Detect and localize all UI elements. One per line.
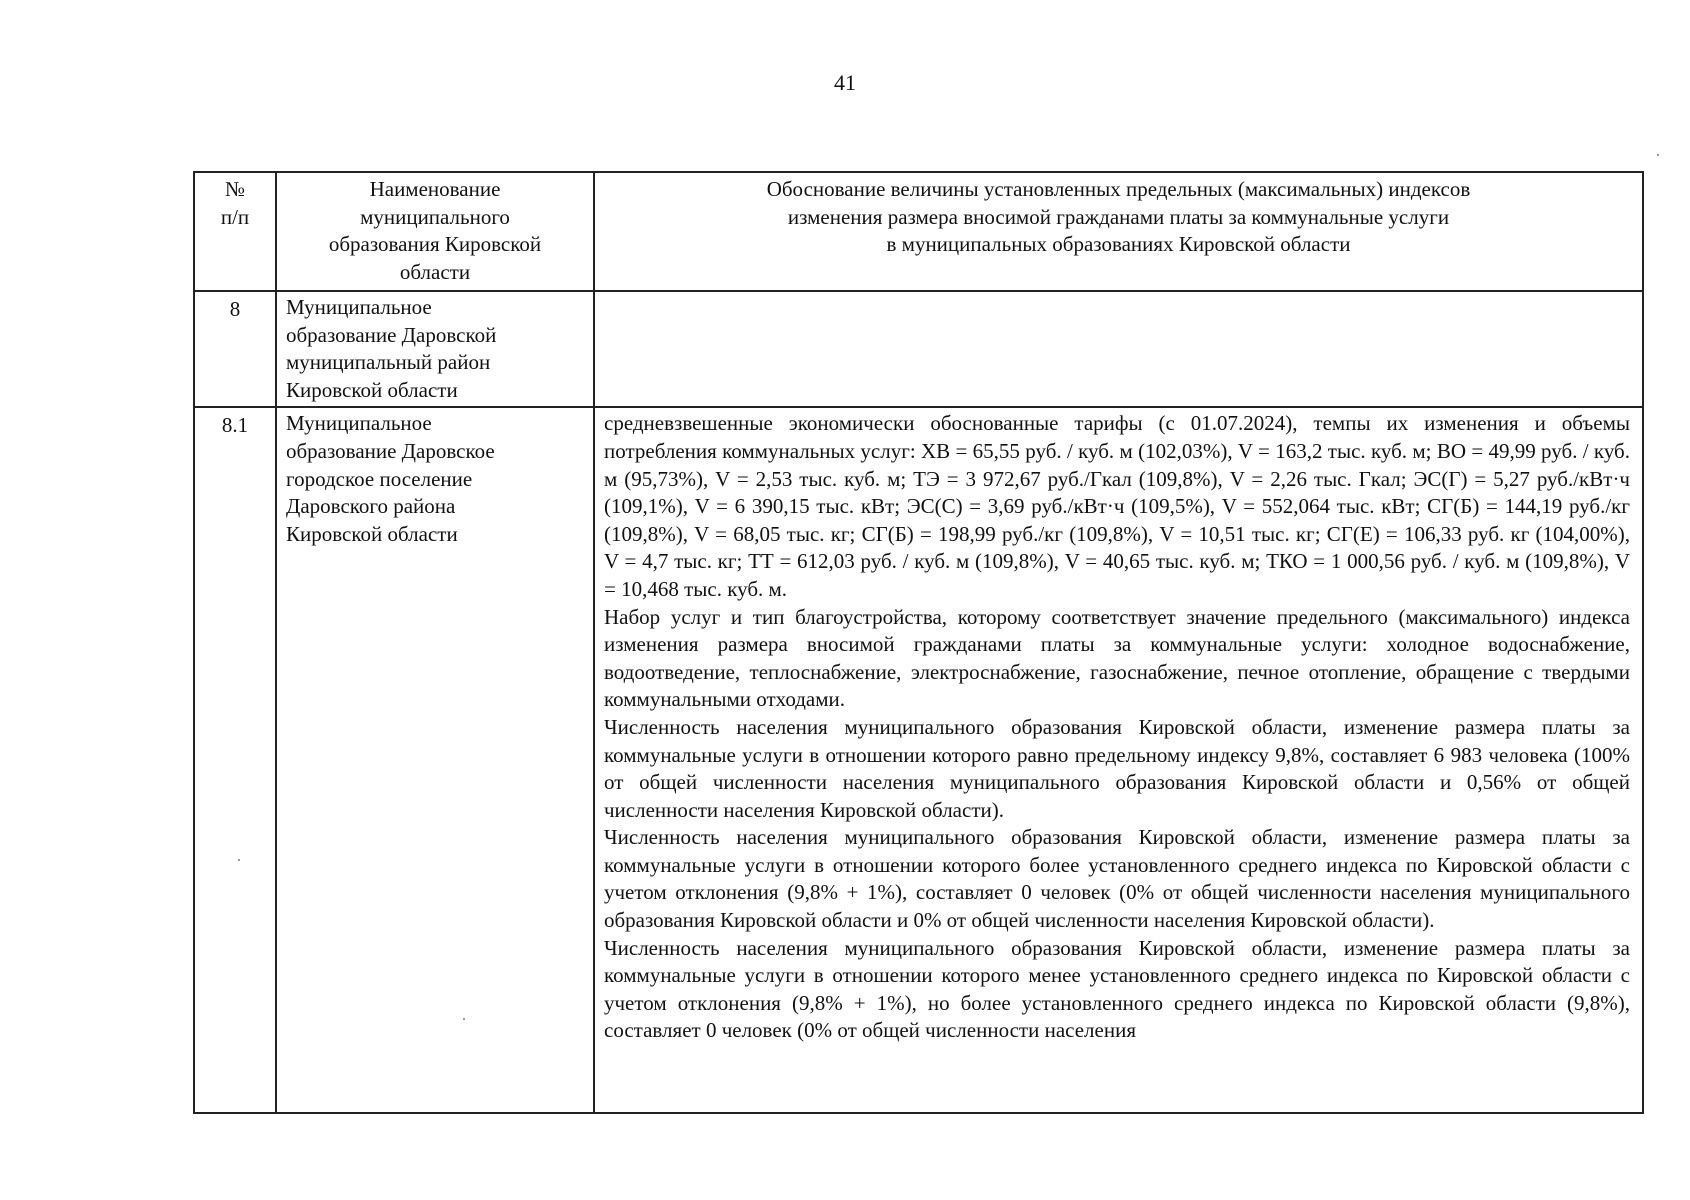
header-basis-cell <box>594 172 1643 291</box>
municipality-name-line: образование Даровской <box>286 322 497 347</box>
municipality-name-line: Кировской области <box>286 521 458 546</box>
population-above-index-paragraph: Численность населения муниципального образования Кировской области, изменение размера платы за коммунальные услуги в отношении которого более установленного среднего индекса по Кировской области с учетом отклонения (9,8% + 1%), составляет 0 человек (0% от общей численности населения муниципального образования Кировской области и 0% от общей численности населения Кировской области). <box>604 825 1630 933</box>
page-number: 41 <box>834 70 856 95</box>
municipality-name-line: Муниципальное <box>286 295 432 319</box>
municipality-name-line: городское поселение <box>286 466 473 491</box>
municipality-name-line: Муниципальное <box>286 411 432 436</box>
header-number-abbr: п/п <box>220 204 250 229</box>
scan-speck <box>238 859 240 861</box>
municipality-name-line: Кировской области <box>286 377 458 402</box>
population-equal-index-paragraph: Численность населения муниципального образования Кировской области, изменение размера платы за коммунальные услуги в отношении которого равно предельному индексу 9,8%, составляет 6 983 человека (100% от общей численности населения муниципального образования Кировской области и 0,56% от общей численности населения Кировской области). <box>604 714 1630 822</box>
row-number-cell: 8 <box>194 291 276 407</box>
header-basis-line: в муниципальных образованиях Кировской области <box>886 232 1351 257</box>
scan-speck <box>1657 154 1659 156</box>
municipality-name-line: Даровского района <box>286 494 456 519</box>
table-row <box>194 291 1643 407</box>
header-name-cell <box>276 172 594 291</box>
row-number-cell: 8.1 <box>194 407 276 1113</box>
header-name-line: муниципального <box>360 204 510 229</box>
header-name-line: образования Кировской <box>328 232 542 257</box>
population-between-index-paragraph: Численность населения муниципального образования Кировской области, изменение размера платы за коммунальные услуги в отношении которого менее установленного среднего индекса по Кировской области с учетом отклонения (9,8% + 1%), но более установленного среднего индекса по Кировской области (9,8%), составляет 0 человек (0% от общей численности населения <box>604 935 1630 1043</box>
basis-text-cell <box>594 407 1643 1113</box>
header-name-line: области <box>399 259 471 284</box>
header-basis-line: изменения размера вносимой гражданами платы за коммунальные услуги <box>787 204 1450 229</box>
municipality-name-line: муниципальный район <box>286 350 491 375</box>
basis-cell-empty <box>594 291 1643 407</box>
header-name-line: Наименование <box>369 177 501 201</box>
header-basis-line: Обоснование величины установленных предельных (максимальных) индексов <box>766 177 1471 201</box>
table-header-row <box>194 172 1643 291</box>
municipality-name-cell <box>276 291 594 407</box>
scan-speck <box>463 1018 465 1020</box>
table-row <box>194 407 1643 1113</box>
municipality-name-cell <box>276 407 594 1113</box>
municipality-name-line: образование Даровское <box>286 438 495 463</box>
tariff-index-table <box>193 171 1644 1114</box>
tariffs-paragraph: средневзвешенные экономически обоснованные тарифы (с 01.07.2024), темпы их изменения и объемы потребления коммунальных услуг: ХВ = 65,55 руб. / куб. м (102,03%), V = 163,2 тыс. куб. м; ВО = 49,99 руб. / куб. м (95,73%), V = 2,53 тыс. куб. м; ТЭ = 3 972,67 руб./Гкал (109,8%), V = 2,26 тыс. Гкал; ЭС(Г) = 5,27 руб./кВт·ч (109,1%), V = 6 390,15 тыс. кВт; ЭС(С) = 3,69 руб./кВт·ч (109,5%), V = 552,064 тыс. кВт; СГ(Б) = 144,19 руб./кг (109,8%), V = 68,05 тыс. кг; СГ(Б) = 198,99 руб./кг (109,8%), V = 10,51 тыс. кг; СГ(Е) = 106,33 руб. кг (104,00%), V = 4,7 тыс. кг; ТТ = 612,03 руб. / куб. м (109,8%), V = 40,65 тыс. куб. м; ТКО = 1 000,56 руб. / куб. м (109,8%), V = 10,468 тыс. куб. м. <box>604 411 1630 601</box>
header-number-symbol: № <box>224 177 246 201</box>
header-number-cell <box>194 172 276 291</box>
services-set-paragraph: Набор услуг и тип благоустройства, которому соответствует значение предельного (максимального) индекса изменения размера вносимой гражданами платы за коммунальные услуги: холодное водоснабжение, водоотведение, теплоснабжение, электроснабжение, газоснабжение, печное отопление, обращение с твердыми коммунальными отходами. <box>604 604 1630 712</box>
